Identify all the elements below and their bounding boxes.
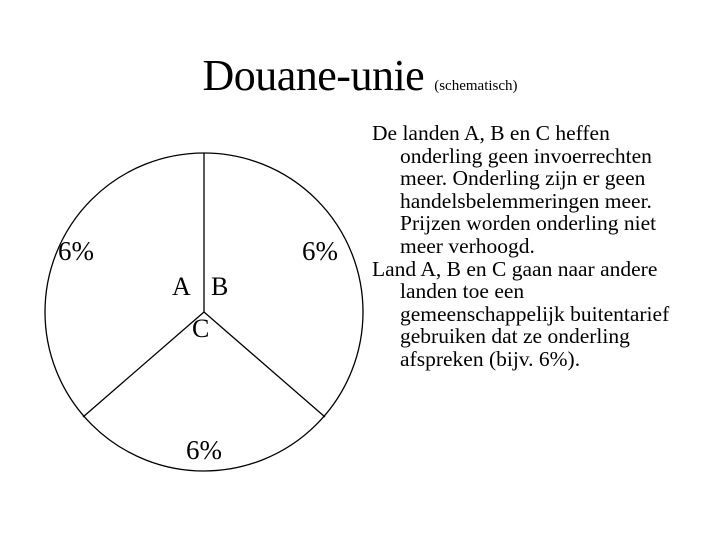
tariff-label-bottom: 6% [186, 435, 222, 465]
tariff-label-right: 6% [302, 236, 338, 266]
divider-line-right [204, 312, 325, 417]
title-main: Douane-unie [202, 51, 425, 100]
description-paragraph-2: Land A, B en C gaan naar andere landen toe een gemeenschappelijk buitentarief gebruiken dat ze onderling afspreken (bijv. 6%). [372, 256, 670, 371]
description-text [372, 122, 690, 371]
divider-line-left [83, 312, 204, 417]
title-subtitle: (schematisch) [434, 78, 518, 94]
tariff-label-left: 6% [58, 236, 94, 266]
country-label-b: B [211, 272, 229, 301]
country-label-a: A [172, 272, 191, 301]
description-paragraph-1: De landen A, B en C heffen onderling geen invoerrechten meer. Onderling zijn er geen handelsbelemmeringen meer. Prijzen worden onderling niet meer verhoogd. [372, 121, 657, 258]
country-label-c: C [192, 314, 210, 343]
